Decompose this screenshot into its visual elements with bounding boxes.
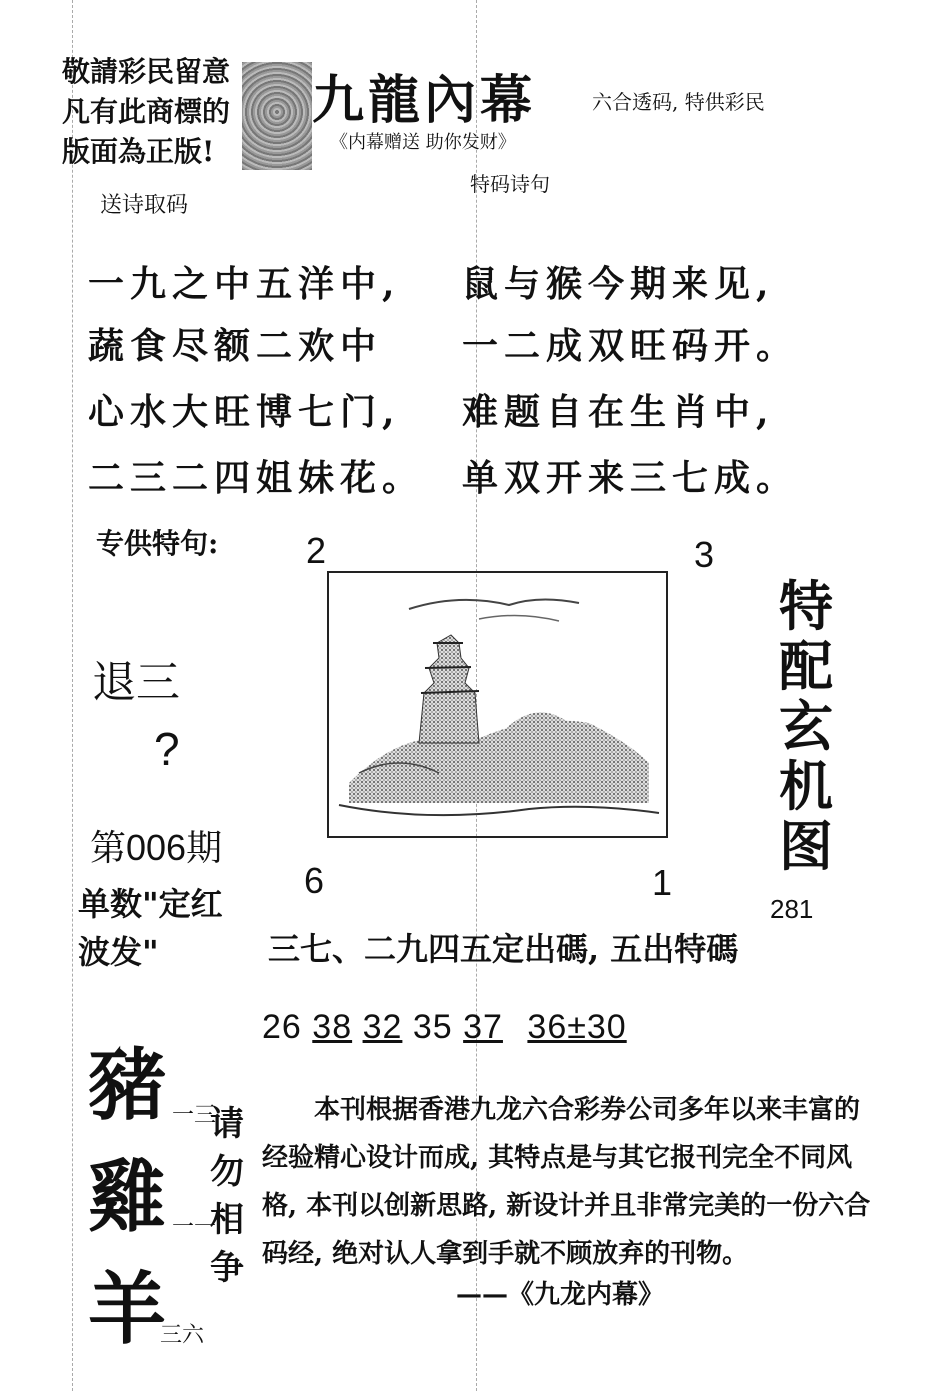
question-mark: ? [154, 723, 180, 775]
notice-line: 版面為正版! [62, 135, 215, 168]
code-numbers [262, 1008, 627, 1047]
notice-line: 凡有此商標的 [62, 95, 231, 128]
landscape-picture [327, 571, 668, 838]
animal-column [88, 1030, 178, 1366]
side-number: 281 [770, 894, 814, 924]
margin-line [72, 0, 73, 1391]
period-label: 第006期 [90, 827, 223, 868]
hint-text: 单数"定红波发" [78, 885, 223, 971]
special-label: 专供特句: [96, 527, 219, 560]
animal-label: 三六 [160, 1323, 205, 1348]
brand-slogan: 《内幕赠送 助你发财》 [330, 132, 516, 153]
corner-number-bl: 6 [304, 860, 325, 901]
pagoda-landscape-icon [329, 573, 666, 836]
animal-char: 羊 [88, 1264, 167, 1355]
poem-line: 单双开来三七成。 [462, 457, 799, 499]
animal-char: 雞 [88, 1152, 167, 1243]
brand-title: 九龍內幕 [312, 70, 537, 131]
signature: ——《九龙内幕》 [456, 1280, 665, 1310]
corner-number-tr: 3 [694, 534, 715, 575]
side-title: 特配玄机图 [779, 574, 833, 878]
description-paragraph: 本刊根据香港九龙六合彩券公司多年以来丰富的经验精心设计而成, 其特点是与其它报刊完全不同风格, 本刊以创新思路, 新设计并且非常完美的一份六合码经, 绝对认人拿到手就不顾放弃的刊物。 [262, 1095, 871, 1269]
notice-line: 敬請彩民留意 [62, 55, 231, 88]
notice-block [62, 52, 230, 172]
corner-number-tl: 2 [306, 530, 327, 571]
animal-label: 一一 [172, 1215, 217, 1240]
code-number: 32 [362, 1008, 403, 1046]
code-number: 35 [412, 1008, 453, 1046]
poem-label: 特码诗句 [470, 172, 550, 196]
poem-line: 鼠与猴今期来见, [462, 263, 775, 305]
poem-line: 蔬食尽额二欢中 [88, 325, 383, 367]
poem-line: 难题自在生肖中, [462, 391, 775, 433]
code-number: 37 [463, 1008, 503, 1046]
brand-subtitle: 六合透码, 特供彩民 [592, 90, 765, 114]
poem-line: 一二成双旺码开。 [462, 325, 799, 367]
code-number: 36±30 [527, 1008, 627, 1046]
animal-label: 一三 [172, 1103, 217, 1128]
animal-char: 豬 [88, 1040, 167, 1131]
code-line: 三七、二九四五定出碼, 五出特碼 [268, 930, 739, 968]
poem-line: 二三二四姐妹花。 [88, 457, 425, 499]
poem-line: 一九之中五洋中, [88, 263, 401, 305]
poem-left-label: 送诗取码 [100, 193, 189, 218]
code-number: 26 [262, 1008, 302, 1046]
retreat-text: 退三 [92, 658, 180, 707]
brand-logo-icon [242, 62, 312, 170]
corner-number-br: 1 [652, 862, 673, 903]
poem-line: 心水大旺博七门, [88, 391, 401, 433]
code-number: 38 [312, 1008, 353, 1046]
dont-fight-text: 请勿相争 [210, 1104, 244, 1288]
